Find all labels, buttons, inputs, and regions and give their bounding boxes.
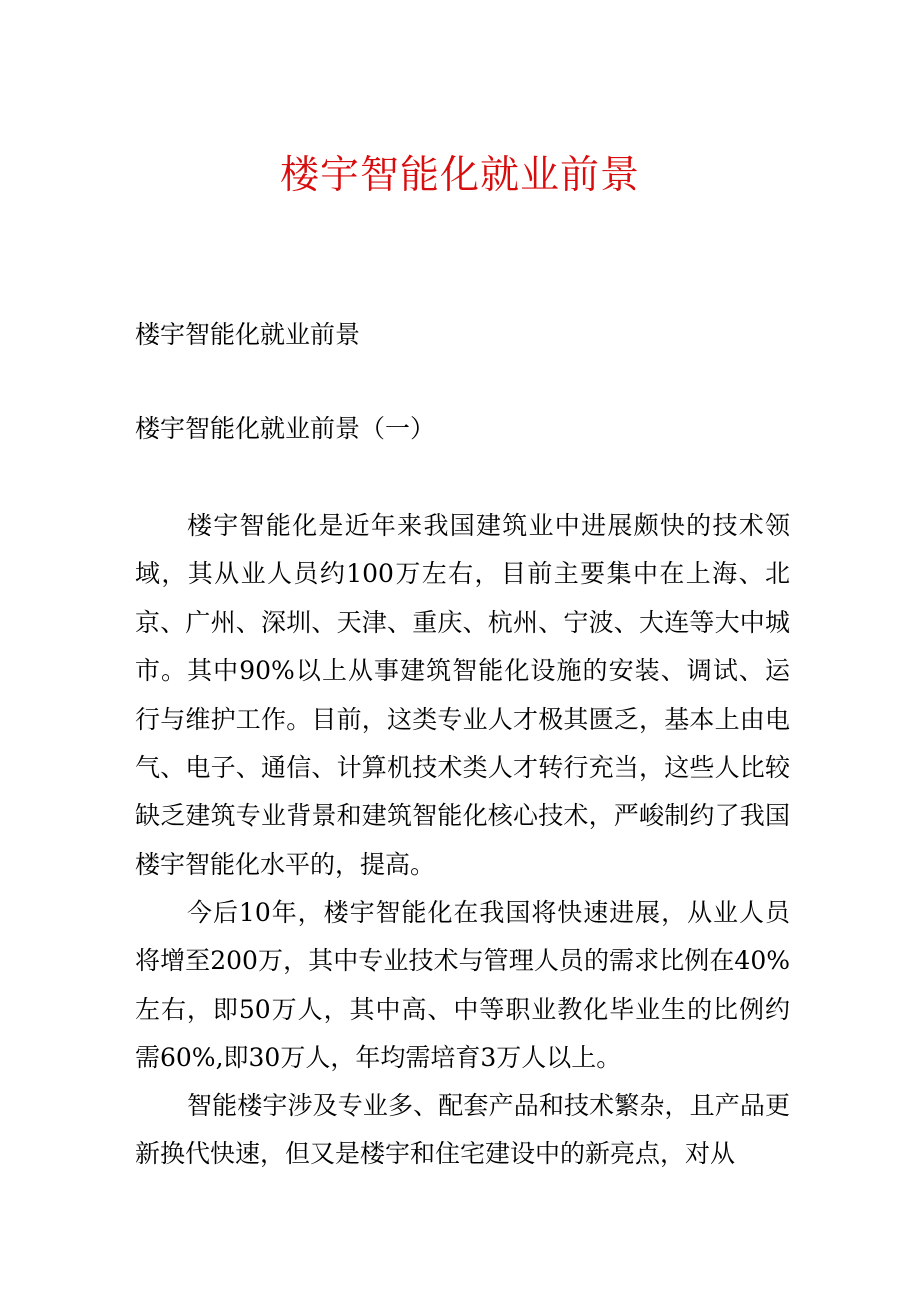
section-heading: 楼宇智能化就业前景（一） [135,414,436,443]
body-paragraph-1: 楼宇智能化是近年来我国建筑业中进展颇快的技术领域，其从业人员约100万左右，目前主要集中在上海、北京、广州、深圳、天津、重庆、杭州、宁波、大连等大中城市。其中90%以上从事建筑智能化设施的安装、调试、运行与维护工作。目前，这类专业人才极其匮乏，基本上由电气、电子、通信、计算机技术类人才转行充当，这些人比较缺乏建筑专业背景和建筑智能化核心技术，严峻制约了我国楼宇智能化水平的，提高。 [135,511,790,879]
subheading: 楼宇智能化就业前景 [135,320,361,349]
body-paragraph-2: 今后10年，楼宇智能化在我国将快速进展，从业人员将增至200万，其中专业技术与管理人员的需求比例在40%左右，即50万人，其中高、中等职业教化毕业生的比例约需60%,即30万人，年均需培育3万人以上。 [135,898,790,1073]
document-title: 楼宇智能化就业前景 [279,153,640,198]
body-paragraph-3: 智能楼宇涉及专业多、配套产品和技术繁杂，且产品更新换代快速，但又是楼宇和住宅建设中的新亮点，对从 [135,1091,790,1169]
